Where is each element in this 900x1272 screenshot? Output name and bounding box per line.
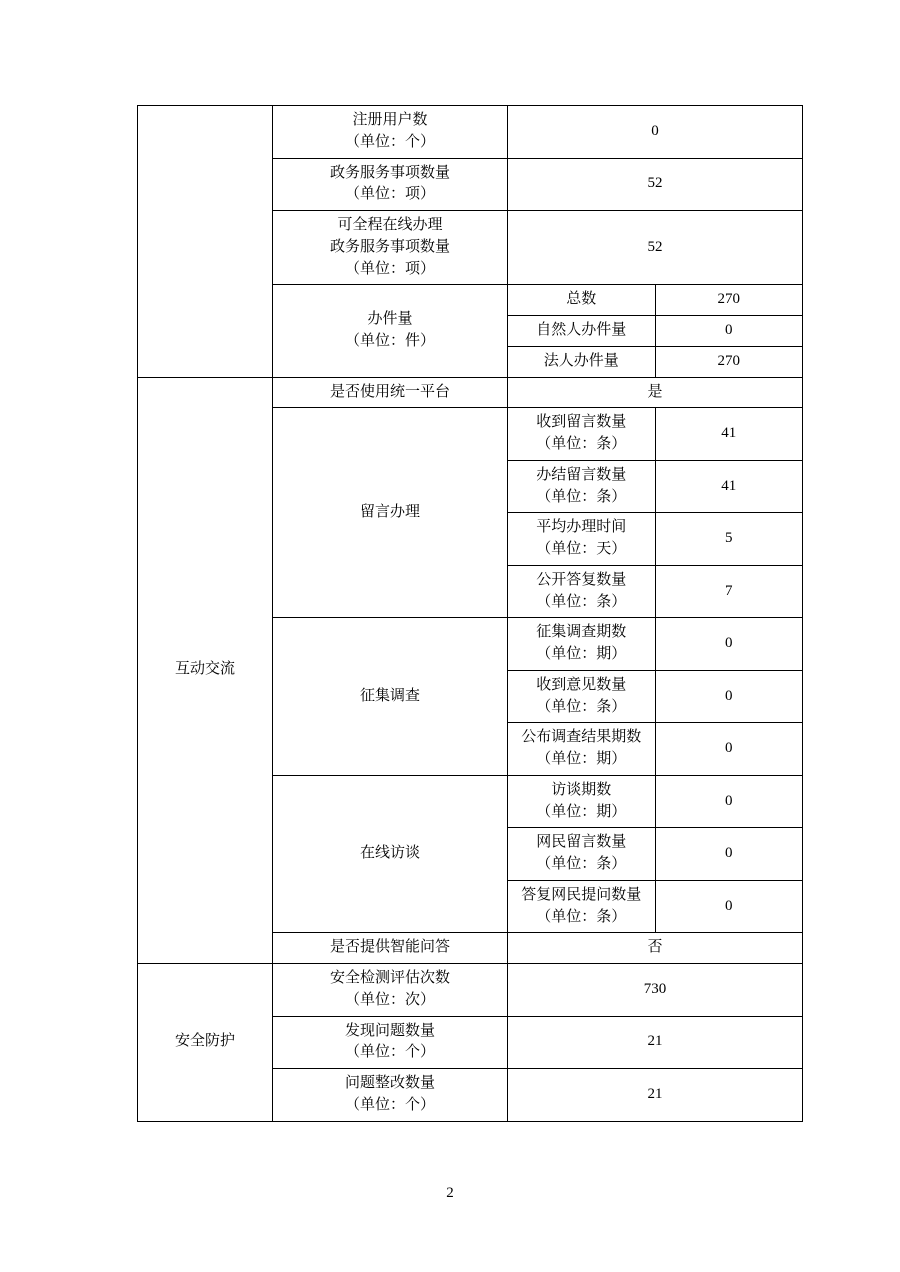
- item-cell-transaction-volume: [273, 285, 508, 377]
- value-cell: 5: [655, 513, 803, 566]
- item-label-line2: （单位：个）: [344, 1044, 435, 1061]
- value-cell: 0: [508, 106, 803, 159]
- item-label-line2: 政务服务事项数量: [329, 238, 450, 255]
- item-cell-smart-qa: [273, 933, 508, 964]
- value-cell: 270: [655, 346, 803, 377]
- item-cell-security-assessments: [273, 964, 508, 1017]
- table-row: [138, 106, 803, 159]
- sub-item-cell-natural-person: 自然人办件量: [508, 316, 656, 347]
- value-cell: 是: [508, 377, 803, 408]
- sub-item-cell-survey-periods: [508, 618, 656, 671]
- item-cell-service-items: [273, 158, 508, 211]
- item-cell-survey-collection: [273, 618, 508, 776]
- value-cell: 21: [508, 1016, 803, 1069]
- table-row: [138, 377, 803, 408]
- item-label-line1: 可全程在线办理: [337, 217, 443, 233]
- value-cell: 21: [508, 1069, 803, 1122]
- page-number: 2: [446, 1185, 454, 1201]
- value-cell: 0: [655, 618, 803, 671]
- sub-label-line2: （单位：天）: [536, 541, 627, 557]
- item-cell-message-handling: [273, 408, 508, 618]
- sub-item-cell-opinions-received: [508, 670, 656, 723]
- value-cell: 41: [655, 460, 803, 513]
- item-label-line1: 安全检测评估次数: [329, 970, 450, 986]
- item-label-line1: 留言办理: [359, 503, 420, 520]
- value-cell: 0: [655, 723, 803, 776]
- sub-label-line2: （单位：条）: [536, 488, 627, 505]
- value-cell: 7: [655, 565, 803, 618]
- category-cell-security: 安全防护: [138, 964, 273, 1122]
- sub-item-cell-messages-received: [508, 408, 656, 461]
- sub-label-line2: （单位：条）: [536, 908, 627, 925]
- category-cell-blank: [138, 106, 273, 378]
- sub-label-line2: （单位：条）: [536, 856, 627, 872]
- item-cell-issues-fixed: [273, 1069, 508, 1122]
- sub-label-line2: （单位：条）: [536, 436, 627, 452]
- sub-label-line1: 网民留言数量: [536, 834, 627, 851]
- item-label-line2: （单位：项）: [344, 186, 435, 203]
- report-table: [137, 105, 803, 1122]
- item-cell-issues-found: [273, 1016, 508, 1069]
- sub-label-line1: 公开答复数量: [536, 571, 627, 588]
- item-label-line1: 办件量: [367, 311, 413, 328]
- value-cell: 0: [655, 316, 803, 347]
- value-cell: 0: [655, 880, 803, 933]
- sub-item-cell-legal-person: 法人办件量: [508, 346, 656, 377]
- item-cell-fully-online-items: [273, 211, 508, 285]
- sub-item-cell-average-time: [508, 513, 656, 566]
- category-cell-interaction: 互动交流: [138, 377, 273, 964]
- sub-label-line2: （单位：条）: [536, 593, 627, 610]
- value-cell: 730: [508, 964, 803, 1017]
- sub-label-line2: （单位：期）: [536, 751, 627, 767]
- item-label-line1: 注册用户数: [352, 112, 428, 128]
- item-label-line1: 问题整改数量: [344, 1075, 435, 1091]
- value-cell: 否: [508, 933, 803, 964]
- item-label-line2: （单位：个）: [344, 1096, 435, 1113]
- government-website-statistics-table: [137, 105, 787, 1122]
- sub-label-line1: 平均办理时间: [536, 519, 627, 536]
- item-label-line1: 是否提供智能问答: [329, 939, 450, 956]
- value-cell: 0: [655, 828, 803, 881]
- item-label-line2: （单位：次）: [344, 991, 435, 1008]
- sub-label-line1: 访谈期数: [551, 781, 612, 798]
- value-cell: 0: [655, 670, 803, 723]
- value-cell: 52: [508, 158, 803, 211]
- value-cell: 0: [655, 775, 803, 828]
- item-label-line2: （单位：件）: [344, 332, 435, 349]
- sub-label-line2: （单位：期）: [536, 803, 627, 820]
- sub-item-cell-published-results: [508, 723, 656, 776]
- item-label-line2: （单位：个）: [344, 133, 435, 150]
- sub-label-line1: 公布调查结果期数: [521, 729, 642, 746]
- item-cell-unified-platform: [273, 377, 508, 408]
- sub-item-cell-public-replies: [508, 565, 656, 618]
- sub-label-line1: 答复网民提问数量: [521, 886, 642, 903]
- item-label-line1: 在线访谈: [359, 845, 420, 862]
- item-label-line1: 发现问题数量: [344, 1022, 435, 1039]
- value-cell: 52: [508, 211, 803, 285]
- sub-item-cell-total: 总数: [508, 285, 656, 316]
- item-cell-online-interview: [273, 775, 508, 933]
- sub-item-cell-netizen-replies: [508, 880, 656, 933]
- sub-label-line2: （单位：条）: [536, 698, 627, 715]
- item-label-line1: 征集调查: [359, 687, 420, 704]
- item-label-line3: （单位：项）: [344, 260, 435, 277]
- item-label-line1: 是否使用统一平台: [329, 383, 450, 400]
- item-label-line1: 政务服务事项数量: [329, 164, 450, 181]
- item-cell-registered-users: [273, 106, 508, 159]
- sub-label-line1: 办结留言数量: [536, 466, 627, 483]
- value-cell: 270: [655, 285, 803, 316]
- value-cell: 41: [655, 408, 803, 461]
- sub-label-line1: 收到留言数量: [536, 414, 627, 431]
- sub-item-cell-messages-completed: [508, 460, 656, 513]
- sub-item-cell-netizen-messages: [508, 828, 656, 881]
- table-row: [138, 964, 803, 1017]
- sub-label-line1: 收到意见数量: [536, 676, 627, 693]
- sub-label-line2: （单位：期）: [536, 646, 627, 662]
- sub-item-cell-interview-periods: [508, 775, 656, 828]
- sub-label-line1: 征集调查期数: [536, 624, 627, 641]
